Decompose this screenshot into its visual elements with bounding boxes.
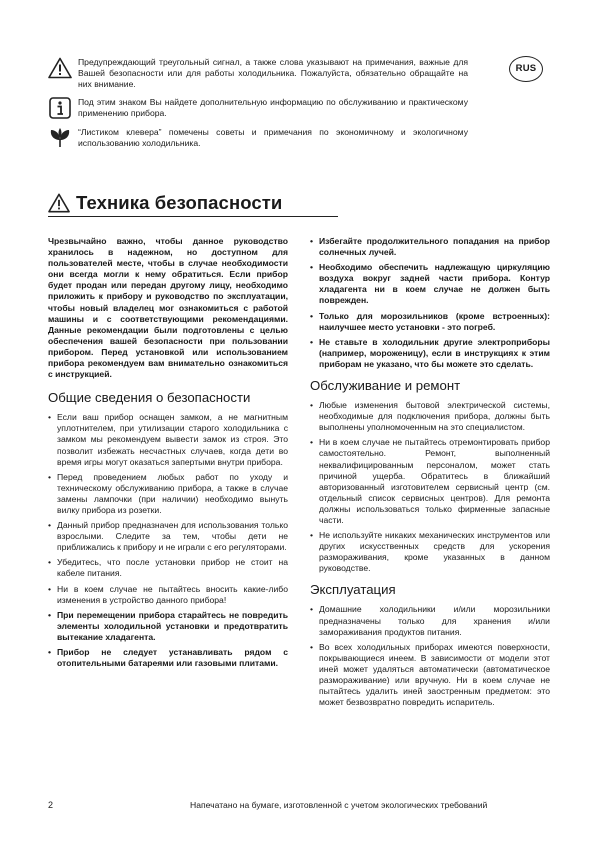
list-item: • Только для морозильников (кроме встроенных): наилучшее место установки - это погреб. (310, 311, 550, 333)
list-item: • Убедитесь, что после установки прибор не стоит на кабеле питания. (48, 557, 288, 579)
list-item: • Ни в коем случае не пытайтесь отремонтировать прибор самостоятельно. Ремонт, выполненный неквалифицированным персоналом, может стать причиной ущерба. Обратитесь в ближайший авторизованный изготовителем сервисный центр (см. отдельный список сервисных центров). Для ремонта должны использоваться только фирменные запасные части. (310, 437, 550, 526)
legend-warning (48, 57, 468, 90)
operation-heading: Эксплуатация (310, 582, 396, 598)
legend-clover-text: “Листиком клевера” помечены советы и примечания по экономичному и экологичному использованию холодильника. (78, 127, 468, 148)
list-item: • При перемещении прибора старайтесь не повредить элементы холодильной установки и предотвратить вытекание хладагента. (48, 610, 288, 643)
list-item: • Перед проведением любых работ по уходу и техническому обслуживанию прибора, а также в случае замены лампочки (при наличии) необходимо вынуть вилку прибора из розетки. (48, 472, 288, 516)
intro-paragraph: Чрезвычайно важно, чтобы данное руководство хранилось в надежном, но доступном для пользователей месте, чтобы в случае необходимости они всегда могли к нему обратиться. Если прибор будет продан или передан другому лицу, необходимо приложить к прибору и руководство по эксплуатации, чтобы новый владелец мог ознакомиться с работой машины и с соответствующими рекомендациями. Данные рекомендации были подготовлены с целью обеспечения вашей безопасности при пользовании прибором. Перед установкой или использованием прибора рекомендуем вам внимательно ознакомиться с инструкцией. (48, 236, 288, 380)
section-title (48, 190, 338, 217)
language-badge: RUS (509, 56, 543, 82)
clover-leaf-icon (48, 127, 72, 149)
page-number: 2 (48, 800, 54, 810)
list-item: • Ни в коем случае не пытайтесь вносить какие-либо изменения в устройство данного прибора! (48, 584, 288, 606)
list-item: • Прибор не следует устанавливать рядом с отопительными батареями или газовыми плитами. (48, 647, 288, 669)
list-item: • Не ставьте в холодильник другие электроприборы (например, мороженицу), если в инструкциях к этим приборам не указано, что бы можете это сделать. (310, 337, 550, 370)
legend-info (48, 97, 468, 119)
installation-list (310, 236, 550, 370)
legend-info-text: Под этим знаком Вы найдете дополнительную информацию по обслуживанию и практическому применению прибора. (78, 97, 468, 118)
service-list (310, 400, 550, 574)
right-column (310, 236, 550, 712)
list-item: • Домашние холодильники и/или морозильники предназначены только для хранения и/или замораживания продуктов питания. (310, 604, 550, 637)
general-safety-list (48, 412, 288, 669)
list-item: • Во всех холодильных приборах имеются поверхности, покрывающиеся инеем. В зависимости от модели этот иней может удаляться автоматически (автоматическое размораживание) или вручную. Ни в коем случае не пытайтесь удалить иней заостренным предметом: это может безвозвратно повредить испаритель. (310, 642, 550, 709)
list-item: • Избегайте продолжительного попадания на прибор солнечных лучей. (310, 236, 550, 258)
service-heading: Обслуживание и ремонт (310, 378, 461, 394)
general-safety-heading: Общие сведения о безопасности (48, 390, 251, 406)
warning-triangle-icon (48, 57, 72, 79)
info-icon (48, 97, 72, 119)
operation-list (310, 604, 550, 708)
warning-triangle-icon (48, 193, 70, 213)
page-title: Техника безопасности (76, 192, 283, 213)
list-item: • Любые изменения бытовой электрической системы, необходимые для подключения прибора, должны быть выполнены уполномоченным на это специалистом. (310, 400, 550, 433)
list-item: • Не используйте никаких механических инструментов или других искусственных средств для ускорения размораживания, кроме указанных в данном руководстве. (310, 530, 550, 574)
list-item: • Если ваш прибор оснащен замком, а не магнитным уплотнителем, при утилизации старого холодильника с замком мы рекомендуем вывести замок из строя. Это позволит избежать несчастных случаев, когда дети во время игры могут оказаться запертыми внутри прибора. (48, 412, 288, 467)
list-item: • Данный прибор предназначен для использования только взрослыми. Следите за тем, чтобы дети не приближались к прибору и не играли с его регуляторами. (48, 520, 288, 553)
legend-clover (48, 127, 468, 149)
list-item: • Необходимо обеспечить надлежащую циркуляцию воздуха вокруг задней части прибора. Контур хладагента ни в коем случае не должен быть поврежден. (310, 262, 550, 306)
left-column (48, 236, 288, 673)
legend-warning-text: Предупреждающий треугольный сигнал, а также слова указывают на примечания, важные для Вашей безопасности или для работы холодильника. Пожалуйста, обязательно обращайте на них внимание. (78, 57, 468, 89)
footer-note: Напечатано на бумаге, изготовленной с учетом экологических требований (190, 800, 488, 810)
